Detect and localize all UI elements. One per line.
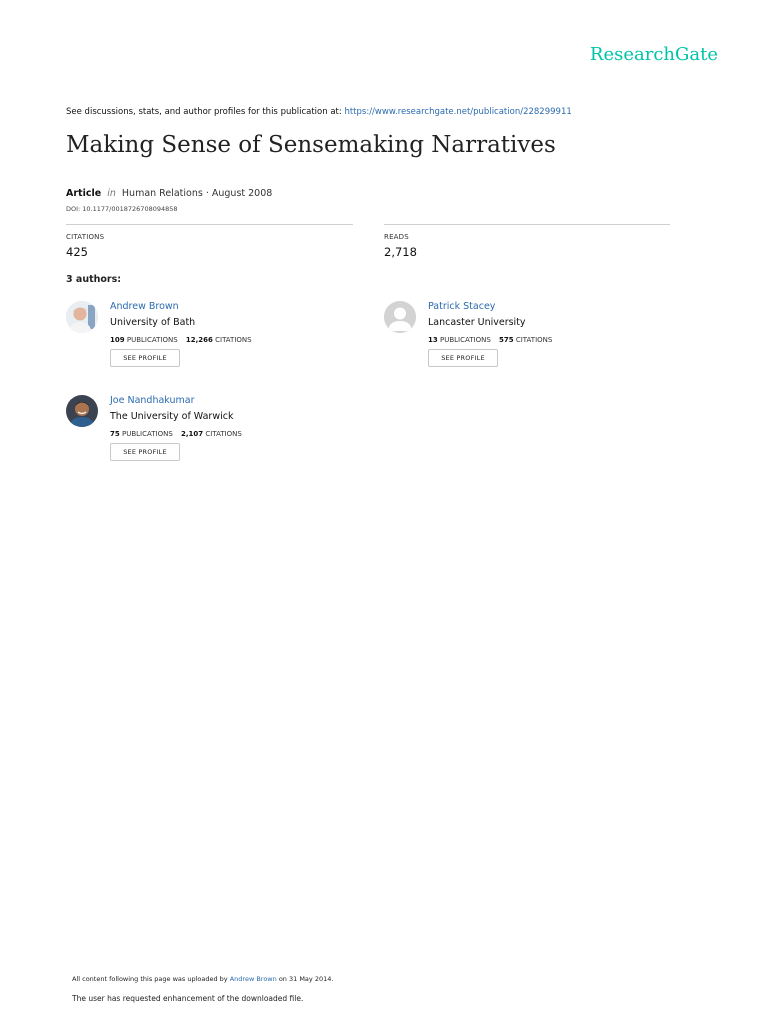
author-stats bbox=[110, 336, 252, 344]
reads-label: READS bbox=[384, 233, 409, 241]
in-label: in bbox=[107, 188, 116, 199]
see-profile-button[interactable]: SEE PROFILE bbox=[110, 349, 180, 367]
author-stats bbox=[428, 336, 552, 344]
author-stats bbox=[110, 430, 242, 438]
citations-count: 12,266 bbox=[185, 336, 213, 344]
publications-label: PUBLICATIONS bbox=[439, 336, 491, 344]
citations-value: 425 bbox=[66, 245, 88, 259]
citations-label: CITATIONS bbox=[205, 430, 242, 438]
upload-prefix: All content following this page was uploaded by bbox=[72, 975, 228, 983]
author-name[interactable]: Andrew Brown bbox=[110, 301, 179, 312]
author-name[interactable]: Joe Nandhakumar bbox=[110, 395, 195, 406]
see-profile-button[interactable]: SEE PROFILE bbox=[428, 349, 498, 367]
author-avatar[interactable] bbox=[384, 301, 416, 333]
authors-heading: 3 authors: bbox=[66, 274, 122, 285]
publications-label: PUBLICATIONS bbox=[126, 336, 178, 344]
researchgate-logo[interactable]: ResearchGate bbox=[589, 44, 718, 65]
citations-count: 575 bbox=[499, 336, 514, 344]
citations-count: 2,107 bbox=[181, 430, 204, 438]
citations-divider bbox=[66, 224, 353, 225]
author-avatar[interactable] bbox=[66, 395, 98, 427]
author-card bbox=[66, 301, 346, 381]
publication-meta bbox=[66, 188, 272, 199]
intro-line bbox=[66, 107, 572, 117]
enhancement-notice: The user has requested enhancement of the downloaded file. bbox=[72, 994, 304, 1003]
publications-label: PUBLICATIONS bbox=[121, 430, 173, 438]
citations-label: CITATIONS bbox=[215, 336, 252, 344]
citations-label: CITATIONS bbox=[66, 233, 105, 241]
user-avatar-icon bbox=[66, 395, 98, 427]
publication-link[interactable]: https://www.researchgate.net/publication/228299911 bbox=[344, 107, 572, 117]
reads-divider bbox=[384, 224, 670, 225]
see-profile-button[interactable]: SEE PROFILE bbox=[110, 443, 180, 461]
publications-count: 13 bbox=[428, 336, 438, 344]
upload-note bbox=[72, 975, 333, 983]
intro-text: See discussions, stats, and author profiles for this publication at: bbox=[66, 107, 342, 117]
publications-count: 109 bbox=[110, 336, 125, 344]
reads-value: 2,718 bbox=[384, 245, 417, 259]
author-institution: The University of Warwick bbox=[110, 411, 234, 422]
upload-suffix: on 31 May 2014. bbox=[278, 975, 334, 983]
page-title: Making Sense of Sensemaking Narratives bbox=[66, 132, 556, 158]
author-avatar[interactable] bbox=[66, 301, 98, 333]
author-institution: Lancaster University bbox=[428, 317, 526, 328]
author-card bbox=[384, 301, 664, 381]
user-avatar-icon bbox=[66, 301, 98, 333]
author-card bbox=[66, 395, 346, 475]
author-name[interactable]: Patrick Stacey bbox=[428, 301, 496, 312]
user-avatar-icon bbox=[384, 301, 416, 333]
doi: DOI: 10.1177/0018726708094858 bbox=[66, 205, 178, 213]
journal-date: Human Relations · August 2008 bbox=[121, 188, 273, 199]
publications-count: 75 bbox=[110, 430, 120, 438]
author-institution: University of Bath bbox=[110, 317, 196, 328]
uploader-link[interactable]: Andrew Brown bbox=[229, 975, 277, 983]
publication-type: Article bbox=[66, 188, 102, 199]
citations-label: CITATIONS bbox=[515, 336, 553, 344]
